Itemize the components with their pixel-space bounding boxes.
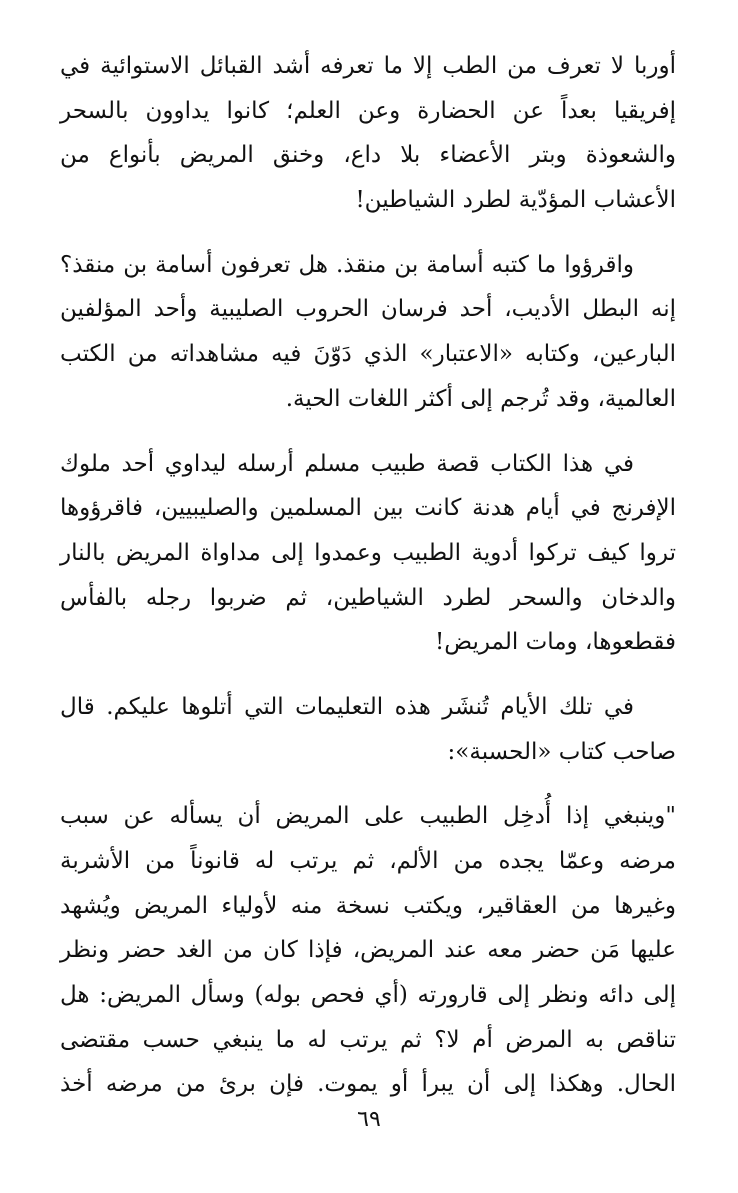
text-line: "وينبغي إذا أُدخِل الطبيب على المريض أن يسأله عن سبب [60, 803, 676, 830]
text-line: الأعشاب المؤدّية لطرد الشياطين! [355, 187, 676, 214]
text-line: واقرؤوا ما كتبه أسامة بن منقذ. هل تعرفون أسامة بن منقذ؟ [60, 251, 634, 278]
text-line: فقطعوها، ومات المريض! [435, 629, 676, 656]
text-line: البارعين، وكتابه «الاعتبار» الذي دَوّنَ فيه مشاهداته من الكتب [60, 341, 676, 368]
paragraph-5-quote [60, 794, 676, 1107]
page-number: ٦٩ [357, 1107, 381, 1132]
text-line: وغيرها من العقاقير، ويكتب نسخة منه لأولياء المريض ويُشهد [60, 892, 676, 919]
text-line: العالمية، وقد تُرجم إلى أكثر اللغات الحية. [285, 385, 676, 412]
paragraph-4 [60, 685, 676, 774]
text-line: إفريقيا بعداً عن الحضارة وعن العلم؛ كانوا يداوون بالسحر [60, 97, 676, 124]
text-line: الحال. وهكذا إلى أن يبرأ أو يموت. فإن برئ من مرضه أخذ [60, 1071, 676, 1098]
text-line: الإفرنج في أيام هدنة كانت بين المسلمين والصليبيين، فاقرؤوها [60, 495, 676, 522]
paragraph-3 [60, 442, 676, 665]
text-line: والشعوذة وبتر الأعضاء بلا داع، وخنق المريض بأنواع من [60, 142, 676, 169]
paragraph-1 [60, 44, 676, 223]
text-line: إنه البطل الأديب، أحد فرسان الحروب الصليبية وأحد المؤلفين [60, 296, 676, 323]
text-line: أوربا لا تعرف من الطب إلا ما تعرفه أشد القبائل الاستوائية في [60, 53, 676, 79]
text-line: تناقص به المرض أم لا؟ ثم يرتب له ما ينبغي حسب مقتضى [60, 1026, 676, 1053]
text-line: عليها مَن حضر معه عند المريض، فإذا كان من الغد حضر ونظر [60, 937, 676, 964]
text-line: تروا كيف تركوا أدوية الطبيب وعمدوا إلى مداواة المريض بالنار [60, 539, 676, 566]
paragraph-2 [60, 243, 676, 422]
page-body [60, 44, 676, 1127]
text-line: صاحب كتاب «الحسبة»: [447, 738, 676, 765]
text-line: والدخان والسحر لطرد الشياطين، ثم ضربوا رجله بالفأس [60, 584, 676, 611]
text-line: في هذا الكتاب قصة طبيب مسلم أرسله ليداوي أحد ملوك [60, 450, 634, 477]
text-line: مرضه وعمّا يجده من الألم، ثم يرتب له قانوناً من الأشربة [60, 848, 676, 874]
text-line: إلى دائه ونظر إلى قارورته (أي فحص بوله) وسأل المريض: هل [60, 982, 676, 1009]
text-line: في تلك الأيام تُنشَر هذه التعليمات التي أتلوها عليكم. قال [60, 693, 634, 720]
